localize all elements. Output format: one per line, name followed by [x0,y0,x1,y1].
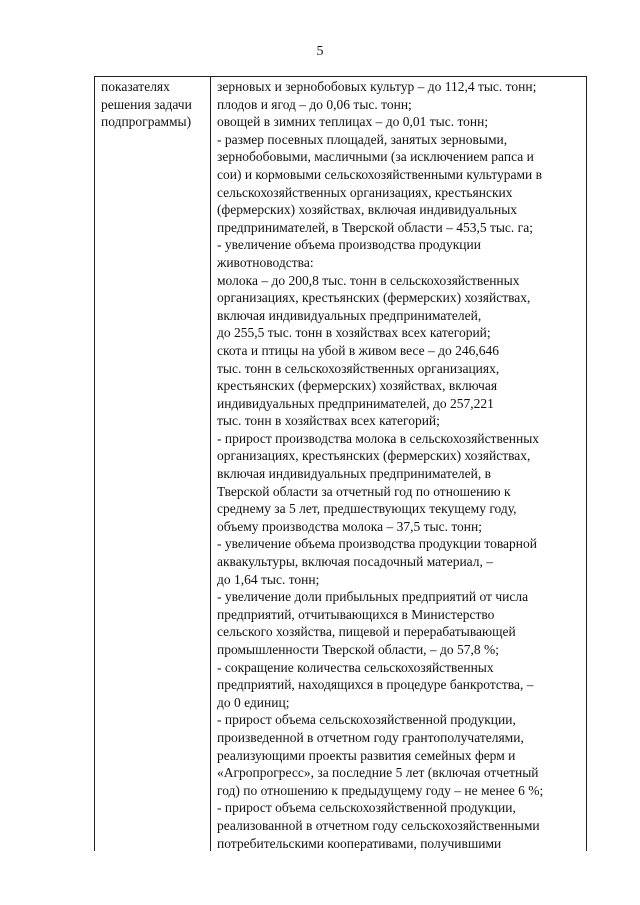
value-text-line: аквакультуры, включая посадочный материал, – [217,554,494,570]
value-text-line: овощей в зимних теплицах – до 0,01 тыс. тонн; [217,114,489,130]
value-text-line: включая индивидуальных предпринимателей, в [217,466,491,482]
value-text-line: - увеличение доли прибыльных предприятий от числа [217,589,529,605]
label-text-line: подпрограммы) [101,114,192,129]
value-text-line: организациях, крестьянских (фермерских) хозяйствах, [217,290,531,306]
value-text-line: сельскохозяйственных организациях, крестьянских [217,184,513,200]
value-text-line: потребительскими кооперативами, получившими [217,835,502,851]
value-text-line: год) по отношению к предыдущему году – не менее 6 %; [217,782,544,798]
value-text-line: скота и птицы на убой в живом весе – до 246,646 [217,342,500,358]
value-text-line: включая индивидуальных предпринимателей, [217,307,482,323]
value-text-line: индивидуальных предпринимателей, до 257,221 [217,395,494,411]
value-text-line: плодов и ягод – до 0,06 тыс. тонн; [217,96,412,112]
value-text-line: сои) и кормовыми сельскохозяйственными культурами в [217,166,543,182]
value-text-line: зерновых и зернобобовых культур – до 112,4 тыс. тонн; [217,79,537,94]
value-text-line: Тверской области за отчетный год по отношению к [217,483,511,499]
value-text-line: объему производства молока – 37,5 тыс. тонн; [217,518,483,534]
value-text-line: произведенной в отчетном году грантополучателями, [217,729,524,745]
value-text-line: реализующими проекты развития семейных ферм и [217,747,516,763]
indicator-values-cell [217,78,583,852]
page-number: 5 [316,44,324,59]
value-text-line: - сокращение количества сельскохозяйственных [217,659,494,675]
label-text-line: показателях [101,79,170,94]
value-text-line: молока – до 200,8 тыс. тонн в сельскохозяйственных [217,272,520,288]
value-text-line: - увеличение объема производства продукции [217,237,481,253]
value-text-line: предприятий, отчитывающихся в Министерство [217,606,495,622]
value-text-line: организациях, крестьянских (фермерских) хозяйствах, [217,448,531,464]
value-text-line: сельского хозяйства, пищевой и перерабатывающей [217,624,516,640]
value-text-line: тыс. тонн в хозяйствах всех категорий; [217,413,440,429]
value-text-line: тыс. тонн в сельскохозяйственных организациях, [217,360,500,376]
value-text-line: реализованной в отчетном году сельскохозяйственными [217,817,540,833]
value-text-line: предприятий, находящихся в процедуре банкротства, – [217,677,534,693]
indicator-label-cell [101,78,209,131]
value-text-line: предпринимателей, в Тверской области – 453,5 тыс. га; [217,219,533,235]
value-text-line: крестьянских (фермерских) хозяйствах, включая [217,378,498,394]
column-divider [210,77,211,851]
value-text-line: до 255,5 тыс. тонн в хозяйствах всех категорий; [217,325,491,341]
value-text-line: до 1,64 тыс. тонн; [217,571,320,587]
value-text-line: - прирост объема сельскохозяйственной продукции, [217,712,516,728]
value-text-line: (фермерских) хозяйствах, включая индивидуальных [217,202,518,218]
value-text-line: зернобобовыми, масличными (за исключением рапса и [217,149,534,165]
value-text-line: промышленности Тверской области, – до 57,8 %; [217,642,500,657]
value-text-line: до 0 единиц; [217,694,290,710]
value-text-line: среднему за 5 лет, предшествующих текущему году, [217,501,517,517]
value-text-line: - прирост производства молока в сельскохозяйственных [217,430,540,446]
value-text-line: животноводства: [217,254,314,270]
value-text-line: - прирост объема сельскохозяйственной продукции, [217,800,516,816]
label-text-line: решения задачи [101,96,192,112]
value-text-line: «Агропрогресс», за последние 5 лет (включая отчетный [217,765,539,781]
indicators-table [94,76,587,851]
value-text-line: - увеличение объема производства продукции товарной [217,536,537,552]
value-text-line: - размер посевных площадей, занятых зерновыми, [217,131,508,147]
